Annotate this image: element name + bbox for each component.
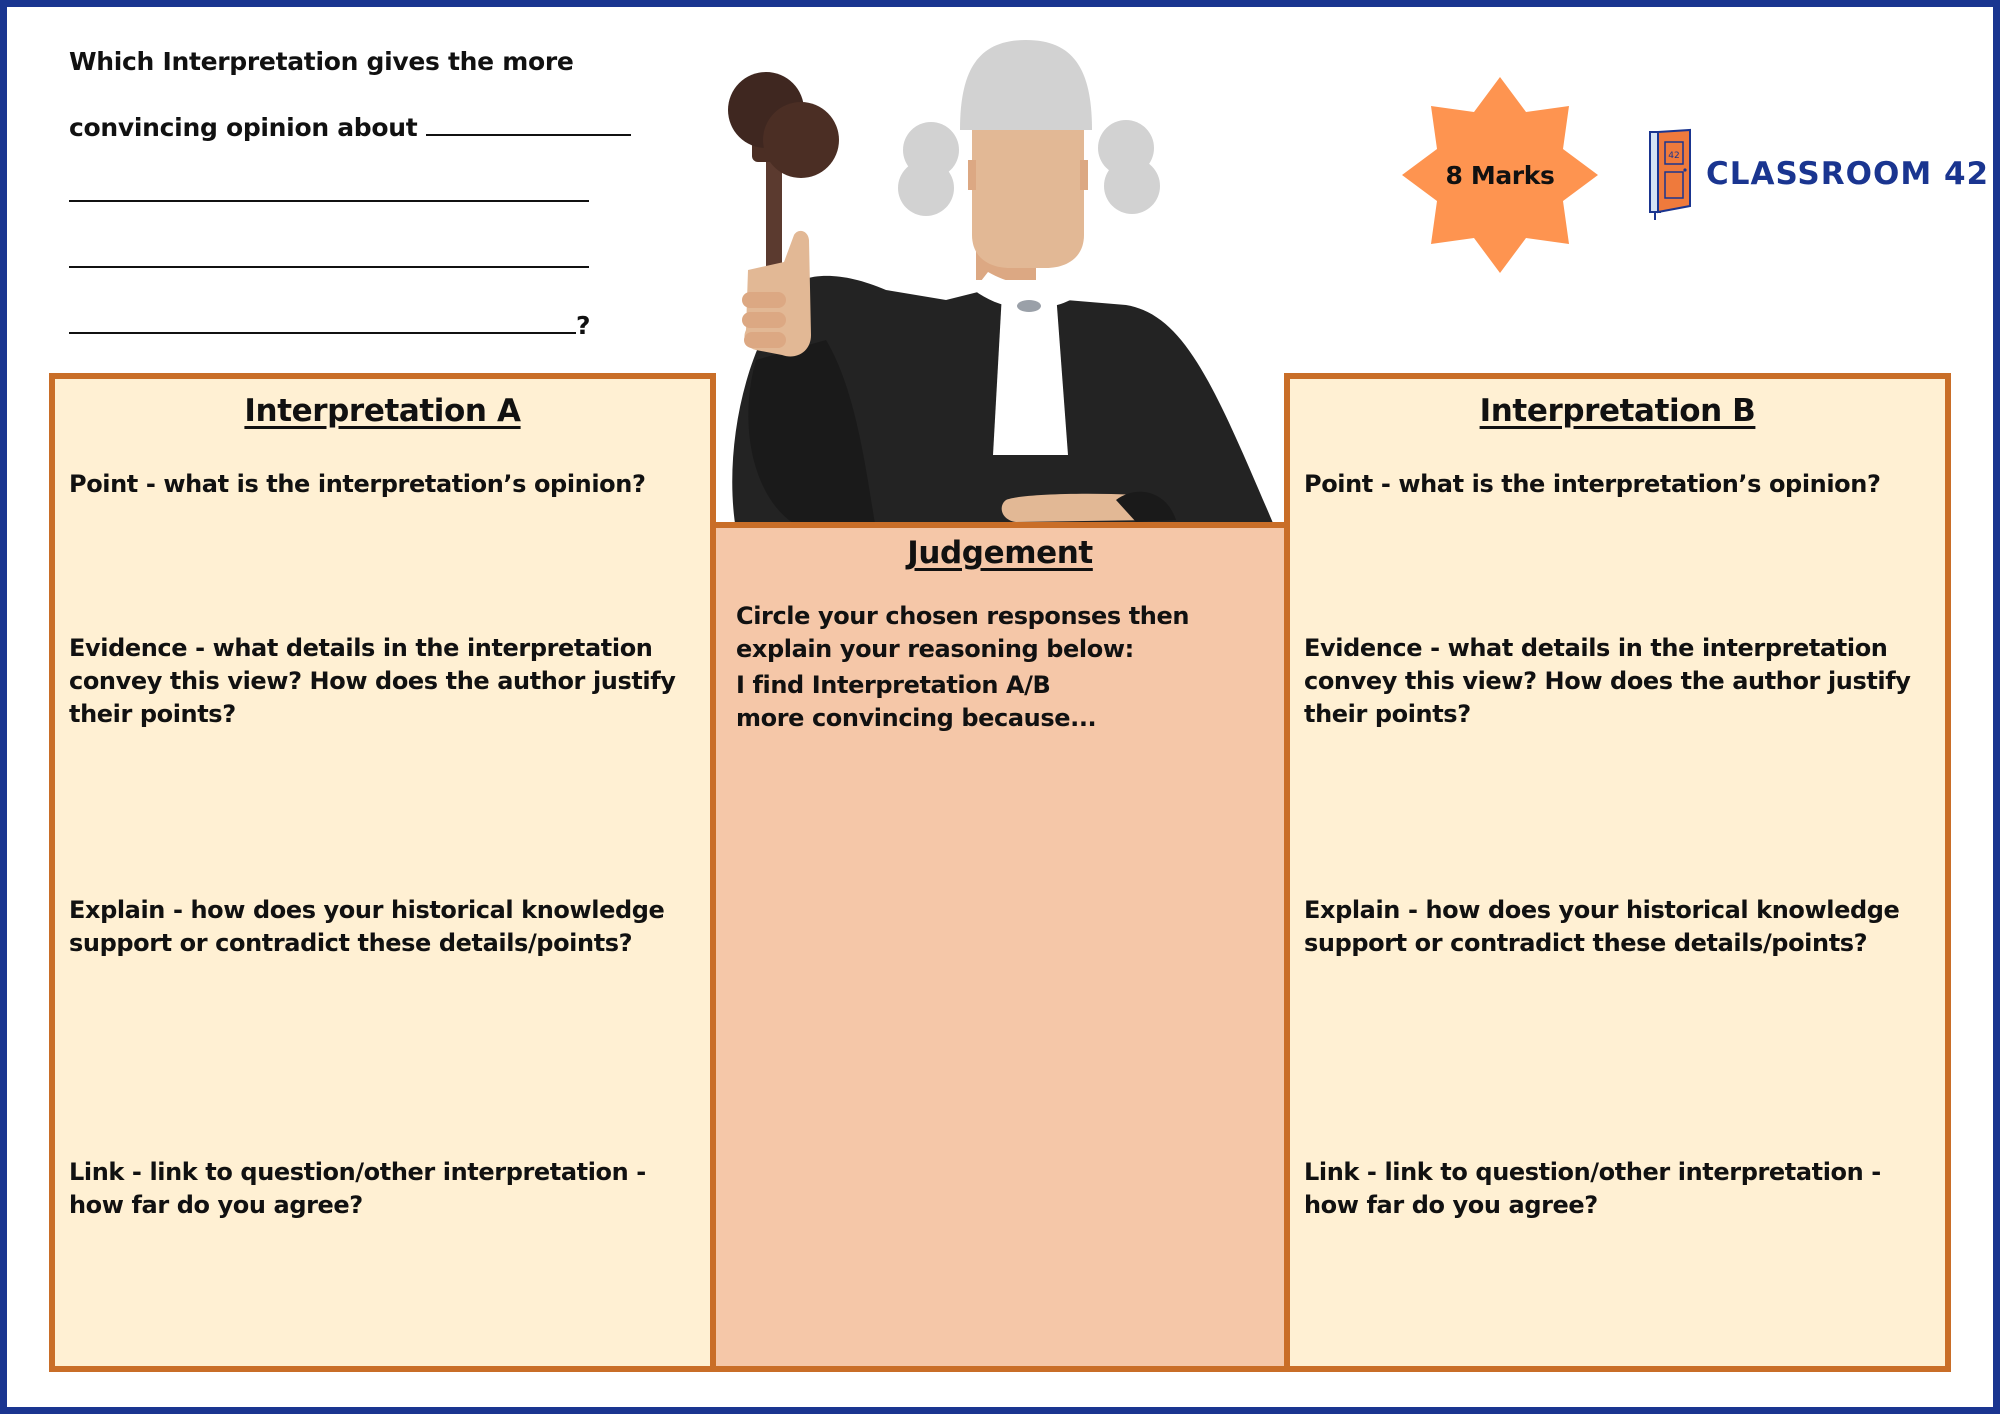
point-prompt: Point - what is the interpretation’s opinion? (69, 470, 646, 498)
judge-illustration (716, 30, 1296, 530)
link-prompt: Link - link to question/other interpretation - how far do you agree? (1304, 1158, 1881, 1219)
answer-blank[interactable] (426, 112, 631, 136)
question-end-mark: ? (576, 311, 591, 340)
explain-prompt: Explain - how does your historical knowledge support or contradict these details/points? (69, 896, 665, 957)
classroom-42-logo (1648, 128, 1989, 220)
evidence-prompt: Evidence - what details in the interpretation convey this view? How does the author justify their points? (69, 634, 676, 728)
interpretation-a-title: Interpretation A (244, 393, 521, 429)
door-number: 42 (1668, 151, 1680, 161)
question-line-2: convincing opinion about (69, 113, 418, 142)
answer-blank[interactable] (69, 244, 589, 268)
marks-label: 8 Marks (1445, 160, 1555, 190)
answer-blank[interactable] (69, 310, 576, 334)
link-prompt: Link - link to question/other interpretation - how far do you agree? (69, 1158, 646, 1219)
logo-text: CLASSROOM 42 (1706, 156, 1990, 192)
evidence-prompt: Evidence - what details in the interpretation convey this view? How does the author justify their points? (1304, 634, 1911, 728)
judgement-line-2: more convincing because... (736, 704, 1097, 732)
judgement-instruction: Circle your chosen responses then explain your reasoning below: (736, 602, 1190, 663)
door-icon (1648, 128, 1692, 220)
interpretation-b-title: Interpretation B (1479, 393, 1756, 429)
explain-prompt: Explain - how does your historical knowledge support or contradict these details/points? (1304, 896, 1900, 957)
interpretation-a-panel (49, 373, 716, 1372)
question-prompt (69, 42, 609, 372)
judgement-panel (710, 522, 1290, 1372)
answer-blank[interactable] (69, 178, 589, 202)
interpretation-b-panel (1284, 373, 1951, 1372)
point-prompt: Point - what is the interpretation’s opinion? (1304, 470, 1881, 498)
judgement-line-1: I find Interpretation A/B (736, 671, 1051, 699)
judgement-title: Judgement (907, 535, 1093, 571)
question-line-1: Which Interpretation gives the more (69, 47, 574, 76)
marks-badge (1402, 77, 1598, 273)
